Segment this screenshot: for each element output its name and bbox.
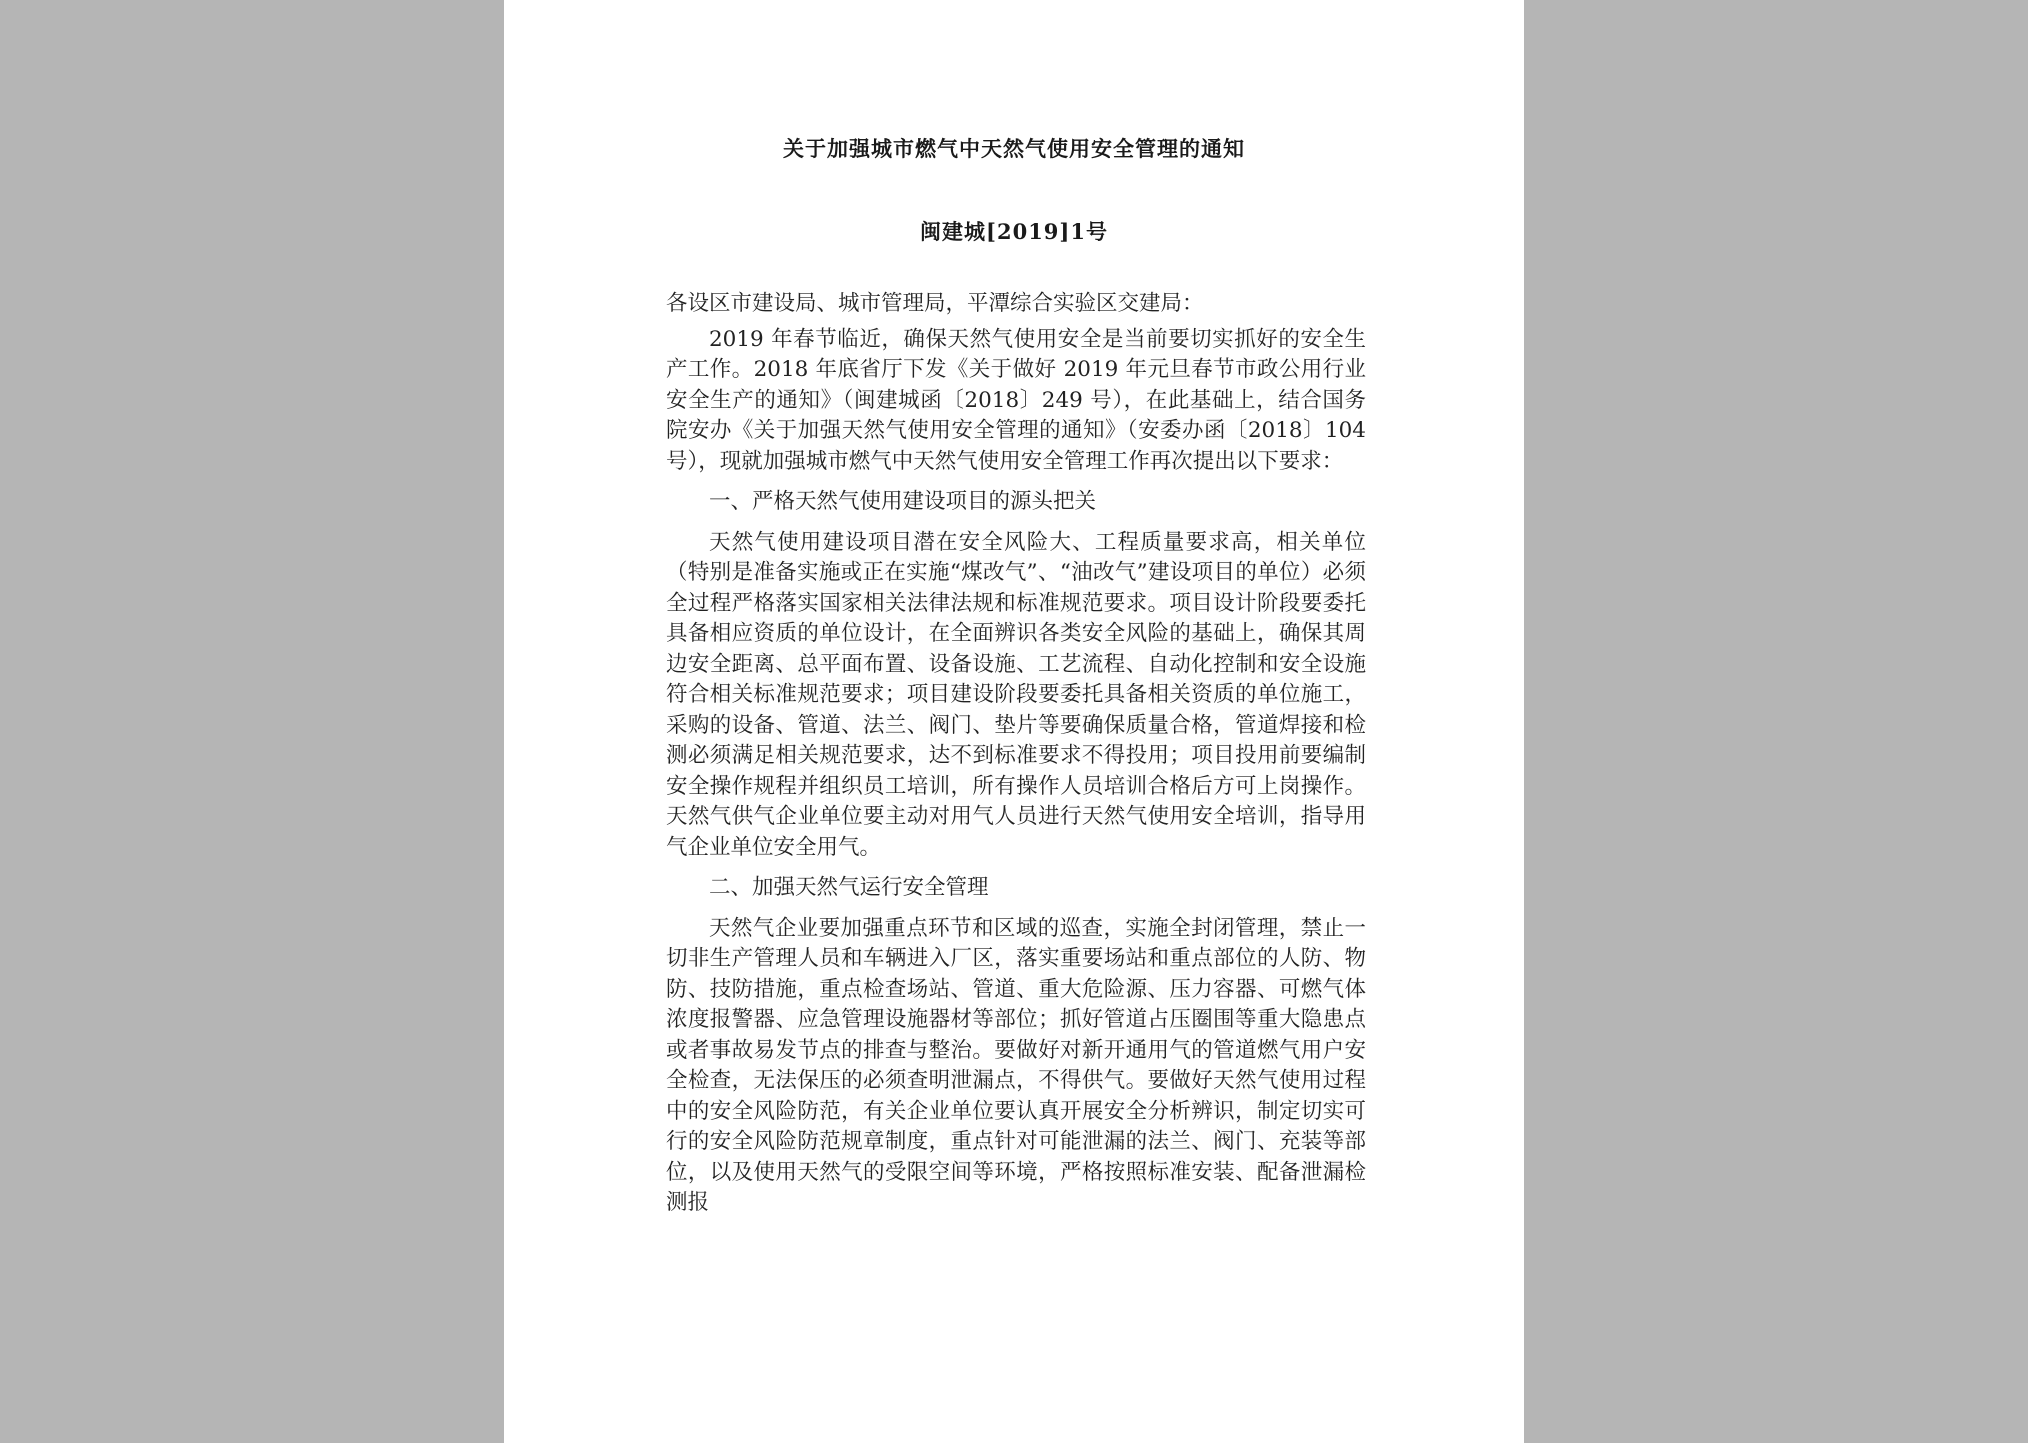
document-body: [666, 289, 1366, 1219]
section-2-heading: 二、加强天然气运行安全管理: [709, 875, 989, 900]
salutation: 各设区市建设局、城市管理局，平潭综合实验区交建局：: [666, 291, 1204, 316]
section-1-paragraph: 天然气使用建设项目潜在安全风险大、工程质量要求高，相关单位（特别是准备实施或正在实施“煤改气”、“油改气”建设项目的单位）必须全过程严格落实国家相关法律法规和标准规范要求。项目设计阶段要委托具备相应资质的单位设计，在全面辨识各类安全风险的基础上，确保其周边安全距离、总平面布置、设备设施、工艺流程、自动化控制和安全设施符合相关标准规范要求；项目建设阶段要委托具备相关资质的单位施工，采购的设备、管道、法兰、阀门、垫片等要确保质量合格，管道焊接和检测必须满足相关规范要求，达不到标准要求不得投用；项目投用前要编制安全操作规程并组织员工培训，所有操作人员培训合格后方可上岗操作。天然气供气企业单位要主动对用气人员进行天然气使用安全培训，指导用气企业单位安全用气。: [666, 529, 1366, 860]
document-page: [504, 0, 1524, 1443]
section-2-paragraph: 天然气企业要加强重点环节和区域的巡查，实施全封闭管理，禁止一切非生产管理人员和车辆进入厂区，落实重要场站和重点部位的人防、物防、技防措施，重点检查场站、管道、重大危险源、压力容器、可燃气体浓度报警器、应急管理设施器材等部位；抓好管道占压圈围等重大隐患点或者事故易发节点的排查与整治。要做好对新开通用气的管道燃气用户安全检查，无法保压的必须查明泄漏点，不得供气。要做好天然气使用过程中的安全风险防范，有关企业单位要认真开展安全分析辨识，制定切实可行的安全风险防范规章制度，重点针对可能泄漏的法兰、阀门、充装等部位，以及使用天然气的受限空间等环境，严格按照标准安装、配备泄漏检测报: [666, 915, 1366, 1215]
section-1-heading: 一、严格天然气使用建设项目的源头把关: [709, 489, 1097, 514]
intro-paragraph: 2019 年春节临近，确保天然气使用安全是当前要切实抓好的安全生产工作。2018 年底省厅下发《关于做好 2019 年元旦春节市政公用行业安全生产的通知》（闽建城函〔2018〕249 号），在此基础上，结合国务院安办《关于加强天然气使用安全管理的通知》（安委办函〔2018〕104 号），现就加强城市燃气中天然气使用安全管理工作再次提出以下要求：: [666, 326, 1366, 474]
document-title: 关于加强城市燃气中天然气使用安全管理的通知: [783, 136, 1245, 161]
document-number: 闽建城[2019]1号: [920, 219, 1108, 244]
